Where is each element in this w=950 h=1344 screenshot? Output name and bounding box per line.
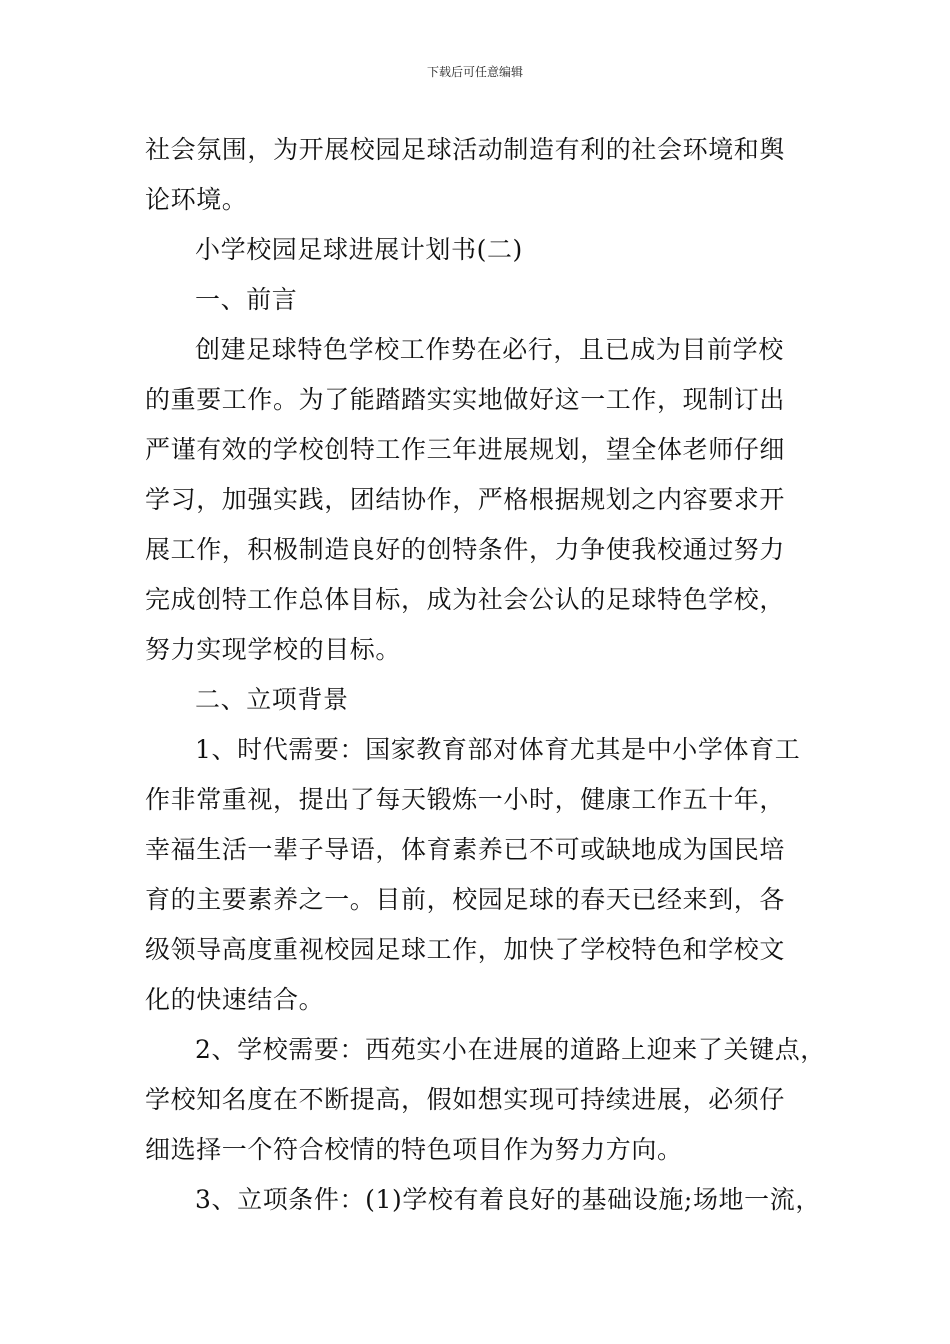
text-line: 学习，加强实践，团结协作，严格根据规划之内容要求开	[145, 485, 786, 514]
text-line: 展工作，积极制造良好的创特条件，力争使我校通过努力	[145, 535, 786, 564]
text-line: 化的快速结合。	[145, 985, 325, 1014]
text-line: 创建足球特色学校工作势在必行，且已成为目前学校	[195, 335, 784, 364]
text-line: 幸福生活一辈子导语，体育素养已不可或缺地成为国民培	[145, 835, 786, 864]
text-line: 努力实现学校的目标。	[145, 635, 402, 664]
text-line: 作非常重视，提出了每天锻炼一小时，健康工作五十年，	[145, 785, 786, 814]
heading-background: 二、立项背景	[195, 685, 349, 714]
text-line: 细选择一个符合校情的特色项目作为努力方向。	[145, 1135, 683, 1164]
text-line: 级领导高度重视校园足球工作，加快了学校特色和学校文	[145, 935, 786, 964]
text-line: 的重要工作。为了能踏踏实实地做好这一工作，现制订出	[145, 385, 786, 414]
text-line: 3、立项条件：(1)学校有着良好的基础设施;场地一流，	[195, 1185, 821, 1214]
text-line: 学校知名度在不断提高，假如想实现可持续进展，必须仔	[145, 1085, 786, 1114]
page-header-watermark: 下载后可任意编辑	[426, 65, 523, 79]
heading-preface: 一、前言	[195, 285, 298, 314]
text-line: 1、时代需要：国家教育部对体育尤其是中小学体育工	[195, 735, 801, 764]
section-title: 小学校园足球进展计划书(二)	[195, 235, 523, 264]
text-line: 2、学校需要：西苑实小在进展的道路上迎来了关键点，	[195, 1035, 826, 1064]
text-line: 严谨有效的学校创特工作三年进展规划，望全体老师仔细	[145, 435, 786, 464]
text-line: 完成创特工作总体目标，成为社会公认的足球特色学校，	[145, 585, 786, 614]
text-line: 社会氛围，为开展校园足球活动制造有利的社会环境和舆	[145, 135, 786, 164]
text-line: 论环境。	[145, 185, 248, 214]
text-line: 育的主要素养之一。目前，校园足球的春天已经来到，各	[145, 885, 786, 914]
